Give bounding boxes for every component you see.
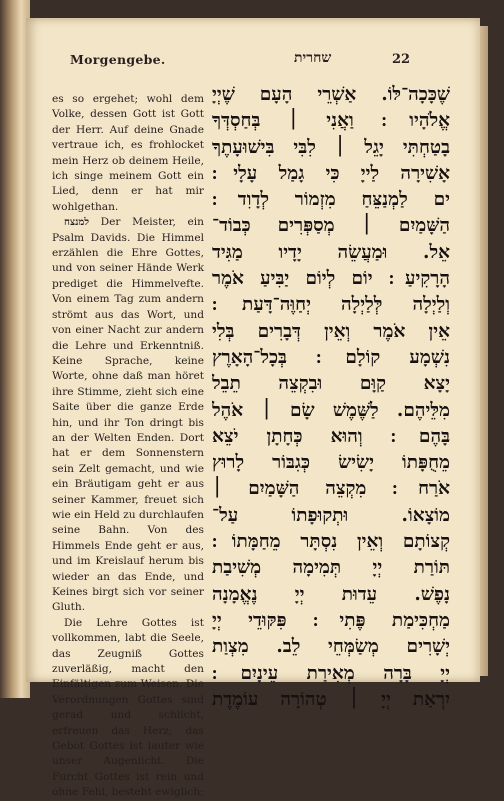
hebrew-line: מוֹצָאוֹ. וּתְקוּפָתוֹ עַל־ xyxy=(212,504,450,526)
german-translation-column xyxy=(52,92,204,801)
hebrew-line: בָּהֶם ׃ וְהוּא כְּחָתָן יֹצֵא xyxy=(212,425,450,447)
hebrew-line: יְיָ בָּרָה מְאִירַת עֵינָיִם ׃ xyxy=(212,662,450,684)
hebrew-line: אֵל. וּמַעֲשֵׂה יָדָיו מַגִּיד xyxy=(212,241,450,263)
hebrew-line: הַשָּׁמַיִם ׀ מְסַפְּרִים כְּבוֹד־ xyxy=(212,215,450,237)
german-paragraph-2-text: Der Meister, ein Psalm Davids. Die Himmel erzählen die Ehre Gottes, und von seiner Hände Werk prediget die Himmelvefte. Von einem Tag zum andern strömt aus das Wort, und von einer Nacht zur andern die Lehre und Erkenntniß. Keine Sprache, keine Worte, ohne daß man höret ihre Stimme, zieht sich eine Saite über die ganze Erde hin, und ihr Ton dringt bis an der Welten Enden. Dort hat er dem Sonnenstern sein Zelt gemacht, und wie ein Bräutigam geht er aus seiner Kammer, freuet sich wie ein Held zu durchlaufen seine Bahn. Von des Himmels Ende geht er aus, und im Kreislauf herum bis wieder an das Ende, und Keines birgt sich vor seiner Gluth. xyxy=(52,216,204,614)
hebrew-line: אֹרַח ׃ מִקְצֵה הַשָּׁמַיִם ׀ xyxy=(212,478,450,500)
hebrew-line: אָשִׁירָה לַייָ כִּי גָמַל עָלָי ׃ xyxy=(212,162,450,184)
hebrew-line: קְצוֹתָם וְאֵין נִסְתָּר מֵחַמָּתוֹ ׃ xyxy=(212,531,450,553)
page-number: 22 xyxy=(392,52,411,67)
hebrew-line: יְשָׁרִים מְשַׂמְּחֵי לֵב. מִצְוַת xyxy=(212,636,450,658)
page-header xyxy=(0,52,504,74)
hebrew-line: הָרָקִיעַ ׃ יוֹם לְיוֹם יַבִּיעַ אֹמֶר xyxy=(212,268,450,290)
hebrew-line: נָפֶשׁ. עֵדוּת יְיָ נֶאֱמָנָה xyxy=(212,583,450,605)
german-running-title: Morgengebe. xyxy=(70,52,166,67)
german-paragraph-1: es so ergehet; wohl dem Volke, dessen Gott ist Gott der Herr. Auf deine Gnade vertraue ich, es frohlocket mein Herz ob deinem Heile, ich singe meinem Gott ein Lied, denn er hat mir wohlgethan. xyxy=(52,93,204,213)
hebrew-line: אֱלֹהָיו ׃ וַאֲנִי ׀ בְּחַסְדְּךָ xyxy=(212,110,450,132)
hebrew-line: שֶׁכָּכָה־לּוֹ. אַשְׁרֵי הָעָם שֶׁיְיָ xyxy=(212,84,450,105)
hebrew-line: יָצָא קַוָּם וּבִקְצֵה תֵבֵל xyxy=(212,373,450,395)
hebrew-line: נִשְׁמָע קוֹלָם ׃ בְּכָל־הָאָרֶץ xyxy=(212,346,450,368)
hebrew-text-column xyxy=(212,82,450,713)
hebrew-line: תּוֹרַת יְיָ תְּמִימָה מְשִׁיבַת xyxy=(212,557,450,579)
hebrew-line: מַחְכִּימַת פֶּתִי ׃ פִּקּוּדֵי יְיָ xyxy=(212,609,450,631)
hebrew-line: וְלַיְלָה לְּלַיְלָה יְחַוֶּה־דָּעַת ׃ xyxy=(212,294,450,316)
german-paragraph-2 xyxy=(52,215,204,616)
hebrew-line: בָטַחְתִּי יָגֵל ׀ לִבִּי בִּישׁוּעָתֶךָ xyxy=(212,136,450,158)
hebrew-line: ים לַמְנַצֵּחַ מִזְמוֹר לְדָוִד ׃ xyxy=(212,189,450,211)
german-paragraph-3: Die Lehre Gottes ist vollkommen, labt die Seele, das Zeugniß Gottes zuverläßig, macht den Einfältigen zum Weisen. Die Verordnungen Gottes sind gerad und schlicht, erfreuen das Herz; das Gebot Gottes ist lauter wie unser Augenlicht. Die Furcht Gottes ist rein und ohne Fehl, besteht ewiglich; xyxy=(52,616,204,799)
hebrew-running-title: שחרית xyxy=(294,50,332,66)
hebrew-line: מִלֵּיהֶם. לַשֶּׁמֶשׁ שָׂם ׀ אֹהֶל xyxy=(212,399,450,421)
hebrew-incipit: למנצח xyxy=(64,217,90,229)
hebrew-line: אֵין אֹמֶר וְאֵין דְּבָרִים בְּלִי xyxy=(212,320,450,342)
hebrew-line: יִרְאַת יְיָ ׀ טְהוֹרָה עוֹמֶדֶת xyxy=(212,688,450,710)
hebrew-line: מֵחֻפָּתוֹ יָשִׂישׂ כְּגִבּוֹר לָרוּץ xyxy=(212,452,450,474)
